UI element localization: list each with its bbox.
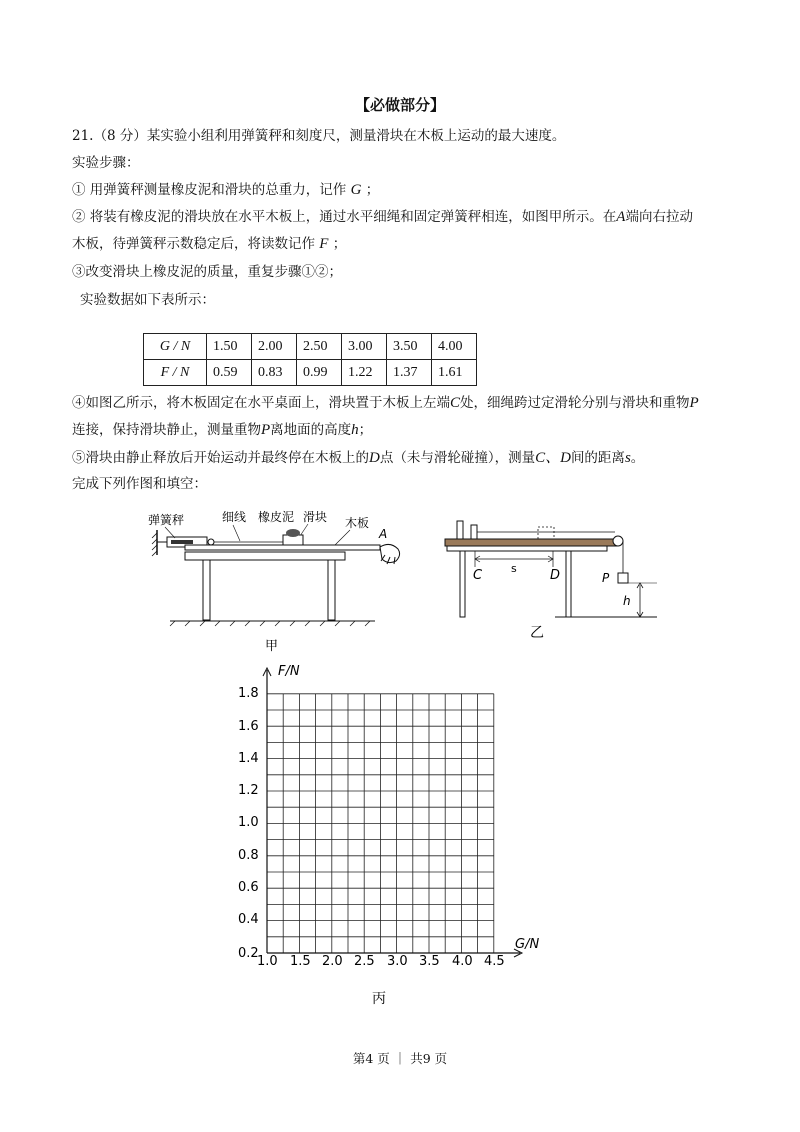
table-leg-left bbox=[460, 551, 465, 617]
step-5-mid2: 间的距离 bbox=[570, 450, 625, 466]
scale-hook bbox=[208, 539, 214, 545]
spring-scale-indicator bbox=[171, 540, 193, 544]
g-value: 2.50 bbox=[297, 334, 342, 360]
table-row bbox=[144, 334, 477, 360]
y-tick-labels bbox=[238, 686, 259, 961]
step-2a-end: 端向右拉动 bbox=[625, 209, 693, 225]
section-title: 【必做部分】 bbox=[354, 96, 445, 114]
figure-yi bbox=[435, 515, 665, 650]
row-f-label: F / N bbox=[144, 360, 207, 386]
table-top bbox=[447, 546, 607, 551]
table-leg-right bbox=[566, 551, 571, 617]
pulley bbox=[613, 536, 623, 546]
table-row bbox=[144, 360, 477, 386]
ground-hatch bbox=[170, 621, 370, 626]
hand-icon bbox=[380, 544, 400, 562]
step-5-mid: 点（未与滑轮碰撞），测量 bbox=[379, 450, 536, 466]
var-cd: C、D bbox=[535, 450, 571, 466]
f-value: 0.83 bbox=[252, 360, 297, 386]
y-tick-label: 0.4 bbox=[238, 912, 259, 927]
x-tick-label: 2.5 bbox=[354, 954, 375, 969]
x-axis-label: G/N bbox=[515, 937, 540, 952]
var-d: D bbox=[369, 450, 380, 466]
table-leg-right bbox=[328, 560, 335, 620]
step-4b-text: 连接，保持滑块静止，测量重物 bbox=[72, 422, 261, 438]
label-block: 滑块 bbox=[303, 510, 328, 524]
figure-bing bbox=[220, 660, 550, 1015]
f-value: 0.99 bbox=[297, 360, 342, 386]
x-tick-label: 2.0 bbox=[322, 954, 343, 969]
f-value: 0.59 bbox=[207, 360, 252, 386]
x-tick-label: 1.5 bbox=[290, 954, 311, 969]
label-clay: 橡皮泥 bbox=[258, 510, 295, 524]
step-2a bbox=[72, 207, 693, 227]
step-4a-text: ④如图乙所示，将木板固定在水平桌面上，滑块置于木板上左端 bbox=[72, 395, 450, 411]
table-top bbox=[185, 552, 345, 560]
stopper bbox=[457, 521, 463, 539]
label-d: D bbox=[550, 568, 561, 583]
step-2b-text: 木板，待弹簧秤示数稳定后，将读数记作 bbox=[72, 236, 315, 252]
y-tick-label: 1.0 bbox=[238, 815, 259, 830]
caption-yi: 乙 bbox=[530, 625, 544, 641]
board bbox=[185, 545, 380, 550]
var-g: G bbox=[350, 182, 362, 198]
step-1 bbox=[72, 180, 379, 200]
x-tick-label: 3.0 bbox=[387, 954, 408, 969]
graph-grid bbox=[267, 694, 494, 953]
step-1-end: ； bbox=[365, 182, 380, 198]
step-4b-mid: 离地面的高度 bbox=[270, 422, 352, 438]
x-tick-label: 4.5 bbox=[484, 954, 505, 969]
f-value: 1.37 bbox=[387, 360, 432, 386]
var-f: F bbox=[319, 236, 329, 252]
step-3: ③改变滑块上橡皮泥的质量，重复步骤①②； bbox=[72, 264, 342, 280]
x-tick-label: 4.0 bbox=[452, 954, 473, 969]
pointer-line bbox=[335, 530, 350, 545]
clay bbox=[286, 529, 300, 537]
question-header: 21.（8 分）某实验小组利用弹簧秤和刻度尺，测量滑块在木板上运动的最大速度。 bbox=[72, 128, 566, 144]
label-s: s bbox=[511, 562, 517, 575]
label-spring-scale: 弹簧秤 bbox=[148, 513, 185, 527]
data-table bbox=[143, 333, 477, 386]
label-c: C bbox=[473, 568, 483, 583]
y-tick-label: 0.2 bbox=[238, 946, 259, 961]
label-string: 细线 bbox=[222, 510, 247, 524]
caption-jia: 甲 bbox=[265, 639, 279, 654]
pointer-line bbox=[165, 527, 175, 538]
var-p: P bbox=[261, 422, 271, 438]
block-d bbox=[538, 527, 554, 539]
label-p: P bbox=[602, 571, 610, 585]
data-intro: 实验数据如下表所示： bbox=[80, 292, 215, 308]
g-value: 2.00 bbox=[252, 334, 297, 360]
block-c bbox=[471, 525, 477, 539]
step-1-text: ① 用弹簧秤测量橡皮泥和滑块的总重力，记作 bbox=[72, 182, 347, 198]
y-tick-label: 1.6 bbox=[238, 719, 259, 734]
var-a: A bbox=[616, 209, 626, 225]
pointer-line bbox=[300, 524, 308, 536]
f-value: 1.61 bbox=[432, 360, 477, 386]
step-5-end: 。 bbox=[630, 450, 645, 466]
label-h: h bbox=[623, 594, 631, 608]
var-c: C bbox=[450, 395, 461, 411]
page-footer: 第4 页 ｜ 共9 页 bbox=[352, 1051, 448, 1066]
y-tick-label: 1.4 bbox=[238, 751, 259, 766]
step-5 bbox=[72, 448, 644, 468]
var-s: s bbox=[624, 450, 631, 466]
x-tick-label: 1.0 bbox=[257, 954, 278, 969]
row-g-label: G / N bbox=[144, 334, 207, 360]
board bbox=[445, 539, 617, 546]
g-value: 3.00 bbox=[342, 334, 387, 360]
g-value: 4.00 bbox=[432, 334, 477, 360]
x-tick-label: 3.5 bbox=[419, 954, 440, 969]
pointer-line bbox=[233, 525, 240, 541]
y-tick-label: 0.8 bbox=[238, 848, 259, 863]
f-value: 1.22 bbox=[342, 360, 387, 386]
step-4a-end: 处，细绳跨过定滑轮分别与滑块和重物 bbox=[460, 395, 690, 411]
x-tick-labels bbox=[257, 954, 505, 969]
weight-p bbox=[618, 573, 628, 583]
var-p: P bbox=[689, 395, 699, 411]
figure-jia bbox=[145, 505, 415, 655]
g-value: 1.50 bbox=[207, 334, 252, 360]
y-tick-label: 1.8 bbox=[238, 686, 259, 701]
label-board: 木板 bbox=[345, 516, 370, 530]
y-tick-label: 0.6 bbox=[238, 880, 259, 895]
g-value: 3.50 bbox=[387, 334, 432, 360]
label-a: A bbox=[379, 527, 388, 541]
step-4b-end: ； bbox=[358, 422, 373, 438]
caption-bing: 丙 bbox=[372, 991, 386, 1007]
table-leg-left bbox=[203, 560, 210, 620]
step-5-text: ⑤滑块由静止释放后开始运动并最终停在木板上的 bbox=[72, 450, 369, 466]
task-text: 完成下列作图和填空： bbox=[72, 476, 207, 492]
step-4b bbox=[72, 420, 372, 440]
y-tick-label: 1.2 bbox=[238, 783, 259, 798]
step-2a-text: ② 将装有橡皮泥的滑块放在水平木板上，通过水平细绳和固定弹簧秤相连，如图甲所示。在 bbox=[72, 209, 617, 225]
var-h: h bbox=[351, 422, 359, 438]
step-4a bbox=[72, 393, 699, 413]
steps-label: 实验步骤： bbox=[72, 155, 140, 171]
step-2b bbox=[72, 234, 346, 254]
y-axis-label: F/N bbox=[278, 664, 300, 679]
step-2b-end: ； bbox=[332, 236, 347, 252]
